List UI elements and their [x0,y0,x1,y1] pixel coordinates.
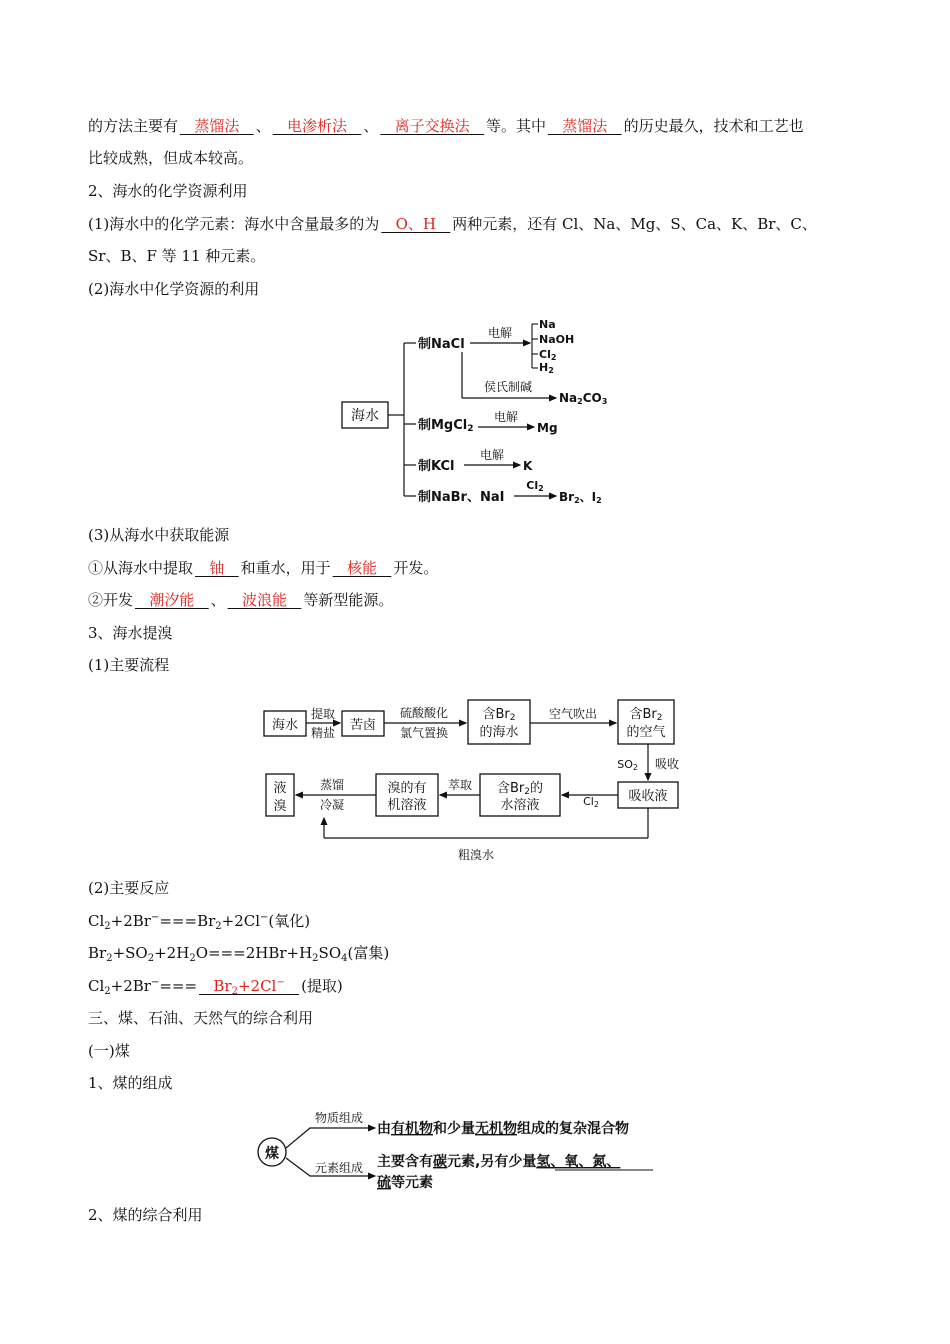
answer-blank: O、H [395,215,436,233]
answer-blank: 离子交换法 [394,117,470,135]
cl2-label: Cl2 [583,795,599,809]
answer-blank: 蒸馏法 [194,117,240,135]
element-composition-label: 元素组成 [314,1161,364,1175]
product-na: Na [539,318,556,331]
product-mg: Mg [537,421,558,435]
condense-label: 冷凝 [319,798,345,812]
electrolysis-label: 电解 [487,326,513,340]
organic-solution-label: 机溶液 [387,798,427,813]
liquid-bromine-label: 溴 [273,799,287,814]
electrolysis-label: 电解 [493,410,519,424]
section-heading: 三、煤、石油、天然气的综合利用 [88,1009,314,1027]
extract-label: 提取 [310,707,336,721]
text-line [88,590,393,610]
section-heading: 1、煤的组成 [88,1074,173,1092]
product-naoh: NaOH [539,333,575,346]
answer-blank: 潮汐能 [149,591,195,609]
material-description: 由有机物和少量无机物组成的复杂混合物 [377,1121,629,1137]
bromine-extraction-flow [258,692,688,870]
air-blow-label: 空气吹出 [548,707,598,721]
electrolysis-label: 电解 [479,448,505,462]
answer-blank: 电渗析法 [286,117,347,135]
coal-label: 煤 [265,1146,279,1162]
reaction-equation: $Br_2+SO_2+2H_2O===2HBr+H_2SO_4$(富集) [88,944,390,964]
acidify-label: 硫酸酸化 [399,706,449,720]
br2-aqueous-label: 含Br2的 [496,781,544,797]
nabr-nai-label: 制NaBr、NaI [418,490,505,505]
nacl-label: 制NaCl [418,337,465,352]
answer-blank: 核能 [346,559,377,577]
element-description: 硫等元素 [377,1175,433,1191]
product-na2co3: Na2CO3 [559,391,608,406]
text-line [88,214,817,234]
seawater-label: 海水 [271,718,299,733]
bittern-label: 苦卤 [349,718,377,733]
product-br2-i2: Br2、I2 [559,490,602,505]
text-line [88,558,438,578]
text: 开发。 [393,559,439,577]
crude-bromine-water-label: 粗溴水 [457,848,495,862]
coal-composition-diagram [255,1102,675,1197]
kcl-label: 制KCl [418,459,455,474]
extraction-label: 萃取 [447,778,473,792]
answer-blank: 铀 [209,559,225,577]
chlorine-replace-label: 氯气置换 [399,726,449,740]
reaction-equation: $Cl_2+2Br^-===Br_2+2Cl^-$(氧化) [88,912,311,932]
product-k: K [523,459,533,473]
liquid-bromine-label: 液 [273,781,287,796]
br2-seawater-label: 含Br2 [482,707,516,723]
sub-heading: (一)煤 [88,1042,130,1060]
text: 和重水，用于 [240,559,331,577]
sub-heading: (1)主要流程 [88,656,170,674]
answer-blank: 蒸馏法 [562,117,608,135]
text: ②开发 [88,591,134,609]
section-heading: 2、煤的综合利用 [88,1206,203,1224]
text: 两种元素，还有 Cl、Na、Mg、S、Ca、K、Br、C、 [452,215,817,233]
cl2-reagent: Cl2 [526,479,544,493]
text: 的历史最久，技术和工艺也 [623,117,804,135]
so2-label: SO2 [617,758,638,772]
text: 、 [363,117,379,135]
br2-aqueous-label: 水溶液 [500,798,540,813]
text: (1)海水中的化学元素：海水中含量最多的为 [88,215,380,233]
seawater-label: 海水 [351,408,379,424]
section-heading: 3、海水提溴 [88,624,173,642]
product-cl2: Cl2 [539,348,557,362]
absorb-label: 吸收 [655,757,680,771]
distill-label: 蒸馏 [319,778,345,792]
text: 、 [255,117,271,135]
product-h2: H2 [539,361,554,375]
text-line: 比较成熟，但成本较高。 [88,149,254,167]
absorb-liquid-label: 吸收液 [628,789,668,804]
refine-salt-label: 精盐 [310,726,336,740]
element-description: 主要含有碳元素,另有少量氢、氧、氮、 [377,1154,621,1170]
sub-heading: (3)从海水中获取能源 [88,526,230,544]
sub-heading: (2)海水中化学资源的利用 [88,280,260,298]
text: ①从海水中提取 [88,559,194,577]
reaction-equation: $Cl_2+2Br^-=== Br_2+2Cl^-$ (提取) [88,977,343,997]
answer-blank: 波浪能 [241,591,287,609]
br2-air-label: 含Br2 [629,707,663,723]
br2-air-label: 的空气 [626,725,666,740]
text: 等新型能源。 [303,591,394,609]
mgcl2-label: 制MgCl2 [418,418,474,434]
organic-solution-label: 溴的有 [387,781,427,796]
seawater-resources-diagram [330,310,650,515]
text-line [88,116,804,136]
answer-blank: $Br_2+2Cl^-$ [213,977,285,997]
text: 、 [210,591,226,609]
section-heading: 2、海水的化学资源利用 [88,182,248,200]
text: 的方法主要有 [88,117,179,135]
material-composition-label: 物质组成 [314,1111,364,1125]
sub-heading: (2)主要反应 [88,879,170,897]
text-line: Sr、B、F 等 11 种元素。 [88,247,266,265]
text: 等。其中 [485,117,546,135]
hou-process-label: 侯氏制碱 [483,380,533,394]
br2-seawater-label: 的海水 [479,725,519,740]
